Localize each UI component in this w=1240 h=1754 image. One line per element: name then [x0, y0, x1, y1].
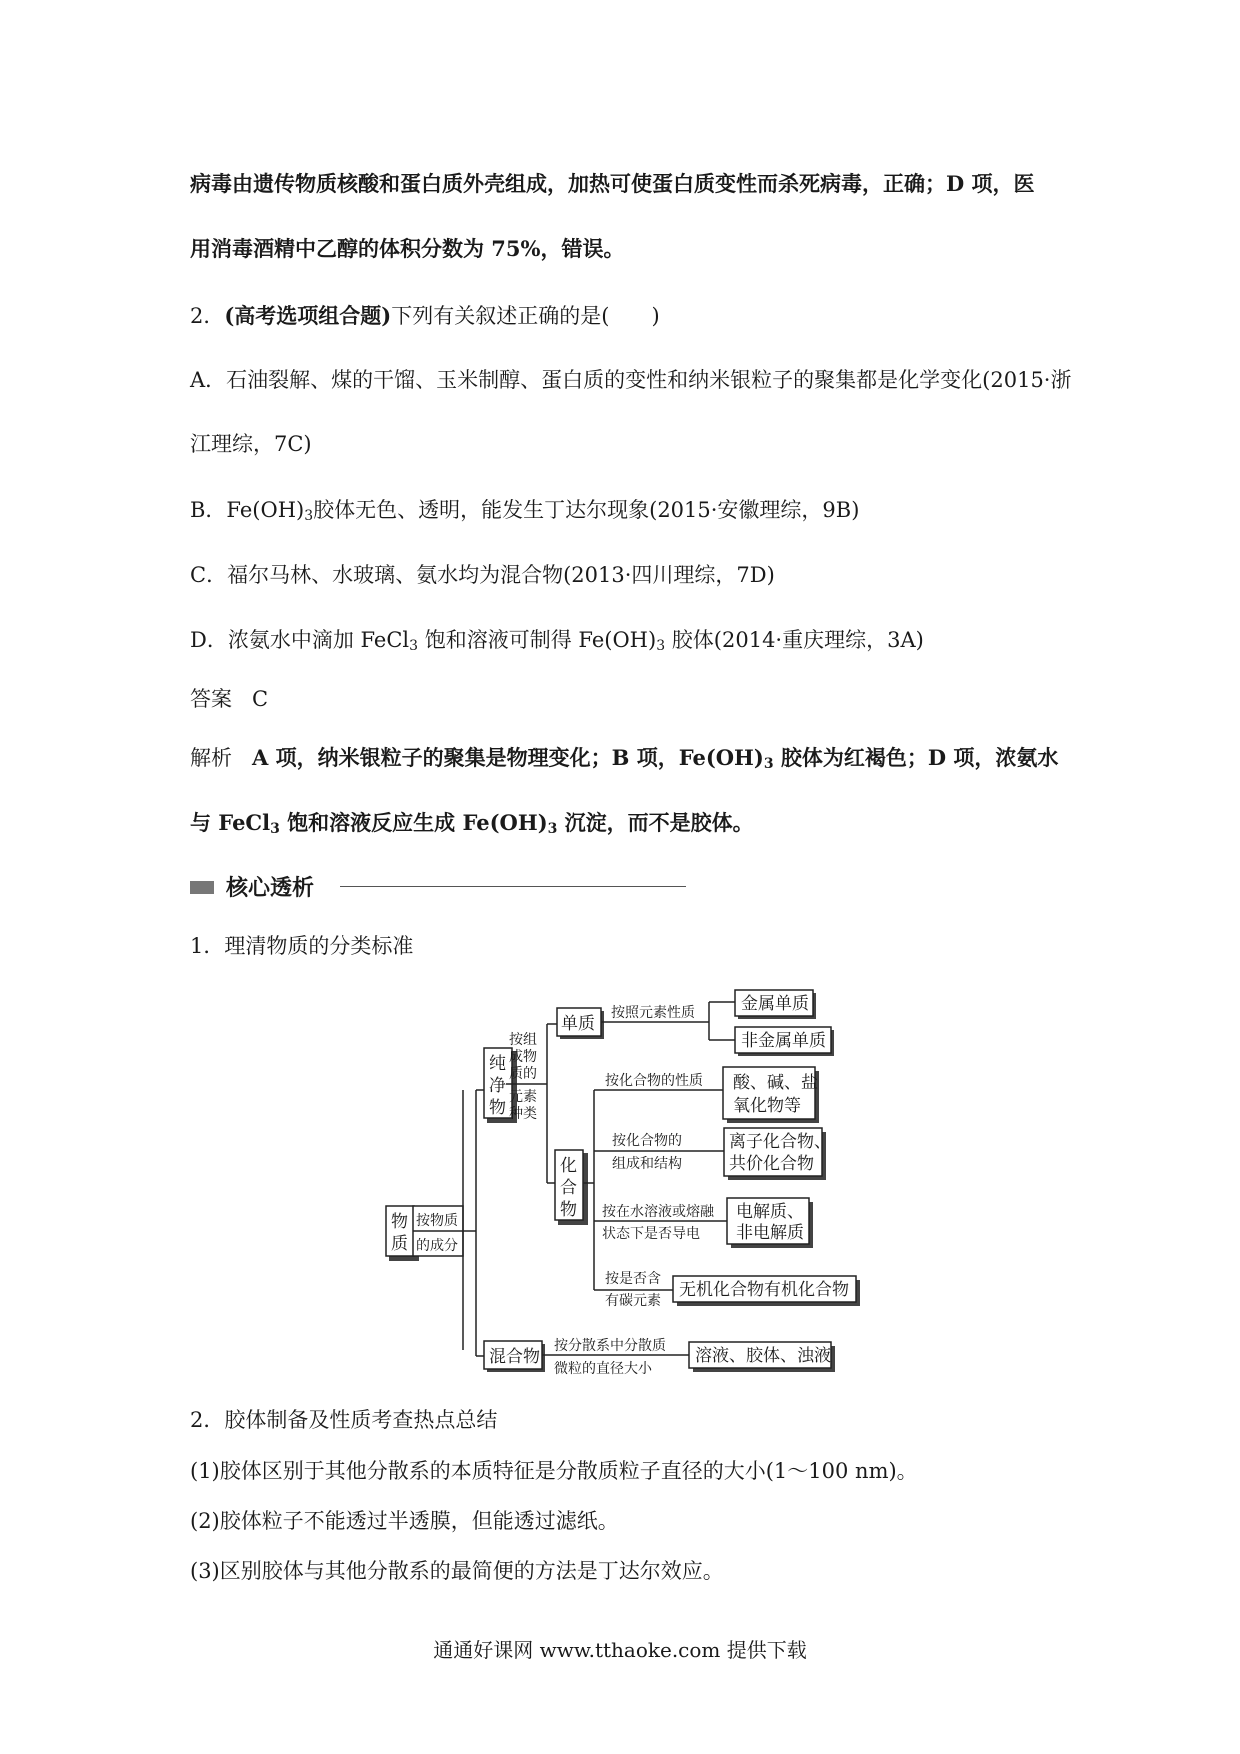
option-b-subscript: 3: [304, 508, 314, 524]
diagram-result-4: 无机化合物有机化合物: [679, 1280, 849, 1300]
diagram-mixture-criterion-2: 微粒的直径大小: [554, 1361, 652, 1377]
section-heading: 核心透析: [226, 875, 315, 901]
diagram-criterion-4b: 有碳元素: [605, 1293, 661, 1309]
diagram-pure-criterion-5: 种类: [509, 1106, 537, 1122]
diagram-result-2b: 共价化合物: [729, 1154, 814, 1174]
diagram-pure-criterion-3: 质的: [509, 1066, 537, 1082]
diagram-result-1a: 酸、碱、盐: [733, 1073, 818, 1093]
diagram-criterion-2a: 按化合物的: [612, 1133, 682, 1149]
analysis-text-1: A 项，纳米银粒子的聚集是物理变化；B 项，Fe(OH): [252, 745, 764, 770]
option-a-line-2: 江理综，7C): [190, 432, 312, 456]
option-d-text: D．浓氨水中滴加 FeCl: [190, 628, 410, 652]
analysis-text-1b: 胶体为红褐色；D 项，浓氨水: [773, 745, 1059, 770]
option-d-subscript-1: 3: [409, 638, 419, 654]
analysis-label: 解析: [190, 746, 232, 770]
diagram-result-3b: 非电解质: [736, 1223, 804, 1243]
diagram-element-criterion: 按照元素性质: [611, 1005, 695, 1021]
diagram-criterion-4a: 按是否含: [605, 1271, 661, 1287]
page-footer: 通通好课网 www.tthaoke.com 提供下载: [433, 1638, 807, 1662]
diagram-compound-3: 物: [560, 1200, 577, 1220]
diagram-compound-1: 化: [560, 1156, 577, 1176]
diagram-criterion-3a: 按在水溶液或熔融: [602, 1204, 714, 1220]
diagram-pure-criterion-1: 按组: [509, 1032, 537, 1048]
diagram-result-1b: 氧化物等: [733, 1096, 801, 1116]
analysis-text-2: 与 FeCl: [190, 810, 271, 835]
diagram-root-1: 物: [391, 1212, 408, 1232]
option-d-text-3: 胶体(2014·重庆理综，3A): [665, 628, 924, 652]
analysis-subscript-1: 3: [763, 756, 774, 772]
answer-label: 答案: [190, 687, 232, 711]
analysis-text-2b: 饱和溶液反应生成 Fe(OH): [279, 810, 548, 835]
option-d-text-2: 饱和溶液可制得 Fe(OH): [418, 628, 657, 652]
diagram-root-2: 质: [391, 1234, 408, 1254]
section-item-2: 2．胶体制备及性质考查热点总结: [190, 1408, 498, 1432]
diagram-criterion-3b: 状态下是否导电: [602, 1226, 700, 1242]
analysis-subscript-2: 3: [270, 821, 280, 837]
option-b-text: B．Fe(OH): [190, 498, 305, 522]
option-c: C．福尔马林、水玻璃、氨水均为混合物(2013·四川理综，7D): [190, 563, 775, 587]
option-a-line-1: A．石油裂解、煤的干馏、玉米制醇、蛋白质的变性和纳米银粒子的聚集都是化学变化(2015·浙: [190, 368, 1072, 392]
diagram-element: 单质: [561, 1014, 595, 1034]
diagram-mixture-criterion-1: 按分散系中分散质: [554, 1338, 666, 1354]
point-3: (3)区别胶体与其他分散系的最简便的方法是丁达尔效应。: [190, 1559, 724, 1583]
diagram-pure-1: 纯: [489, 1054, 506, 1074]
analysis-subscript-3: 3: [547, 821, 558, 837]
diagram-pure-3: 物: [489, 1098, 506, 1118]
option-d-subscript-2: 3: [656, 638, 666, 654]
question-source: (高考选项组合题): [224, 303, 392, 328]
point-2: (2)胶体粒子不能透过半透膜，但能透过滤纸。: [190, 1509, 619, 1533]
diagram-mixture-result: 溶液、胶体、浊液: [695, 1346, 831, 1366]
question-text: 下列有关叙述正确的是( ): [391, 304, 660, 328]
paragraph-line-2: 用消毒酒精中乙醇的体积分数为 75%，错误。: [190, 236, 625, 261]
answer-value: C: [252, 687, 269, 711]
analysis-text-2c: 沉淀，而不是胶体。: [557, 810, 754, 835]
section-item-1: 1．理清物质的分类标准: [190, 934, 414, 958]
point-1: (1)胶体区别于其他分散系的本质特征是分散质粒子直径的大小(1～100 nm)。: [190, 1459, 918, 1483]
option-b-text-rest: 胶体无色、透明，能发生丁达尔现象(2015·安徽理综，9B): [313, 498, 860, 522]
diagram-nonmetal: 非金属单质: [741, 1031, 826, 1051]
diagram-metal: 金属单质: [741, 994, 809, 1014]
diagram-compound-2: 合: [560, 1178, 577, 1198]
diagram-mixture: 混合物: [489, 1347, 540, 1367]
diagram-root-criterion-2: 的成分: [416, 1238, 458, 1254]
diagram-result-2a: 离子化合物、: [729, 1132, 831, 1152]
diagram-criterion-2b: 组成和结构: [612, 1156, 682, 1172]
diagram-pure-criterion-2: 成物: [509, 1049, 537, 1065]
paragraph-line-1: 病毒由遗传物质核酸和蛋白质外壳组成，加热可使蛋白质变性而杀死病毒，正确；D 项，医: [190, 171, 1035, 196]
question-number: 2．: [190, 304, 225, 328]
diagram-criterion-1: 按化合物的性质: [605, 1073, 703, 1089]
diagram-root-criterion-1: 按物质: [416, 1213, 458, 1229]
diagram-result-3a: 电解质、: [736, 1202, 804, 1222]
diagram-pure-2: 净: [489, 1076, 506, 1096]
diagram-pure-criterion-4: 元素: [509, 1089, 537, 1105]
